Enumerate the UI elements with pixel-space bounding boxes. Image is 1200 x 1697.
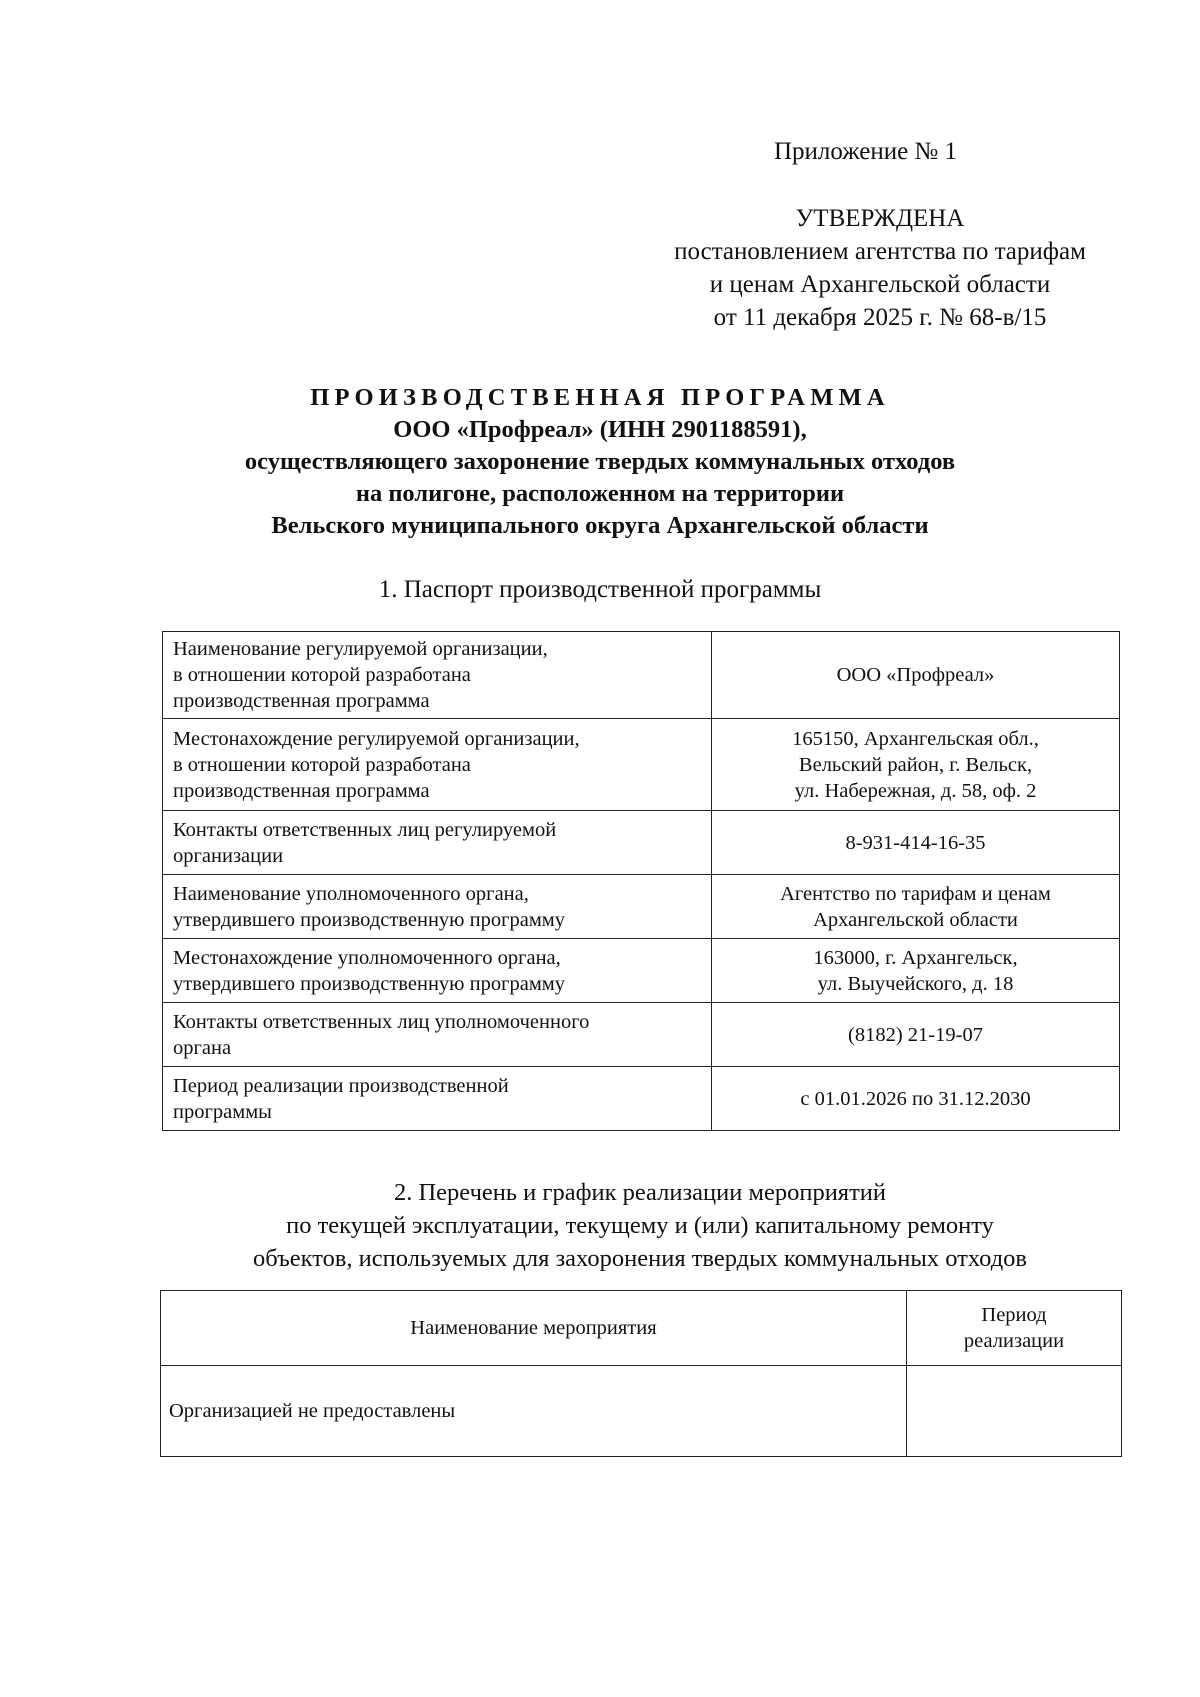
- label-line: производственная программа: [173, 779, 430, 802]
- label-line: производственная программа: [173, 690, 430, 712]
- row-label: [163, 1067, 712, 1131]
- column-header-period: [907, 1291, 1122, 1366]
- value-line: ул. Выучейского, д. 18: [817, 972, 1014, 995]
- label-line: Местонахождение уполномоченного органа,: [173, 946, 561, 969]
- section-1-heading: 1. Паспорт производственной программы: [378, 576, 822, 603]
- table-header-row: [161, 1291, 1122, 1366]
- row-label: [163, 875, 712, 939]
- event-period-cell: [907, 1366, 1122, 1457]
- label-line: утвердившего производственную программу: [173, 908, 566, 931]
- title-line-4: на полигоне, расположенном на территории: [355, 480, 845, 507]
- section-2-heading-line3: объектов, используемых для захоронения твердых коммунальных отходов: [253, 1245, 1027, 1272]
- table-row: [163, 875, 1120, 939]
- label-line: Период реализации производственной: [173, 1074, 509, 1097]
- value-line: (8182) 21-19-07: [848, 1023, 983, 1046]
- label-line: в отношении которой разработана: [173, 664, 471, 686]
- value-line: ул. Набережная, д. 58, оф. 2: [794, 779, 1037, 802]
- column-header-period-line2: реализации: [963, 1330, 1065, 1352]
- approved-stamp-text: УТВЕРЖДЕНА: [795, 205, 965, 232]
- events-table: [160, 1290, 1122, 1457]
- section-2-heading-line1: 2. Перечень и график реализации мероприятий: [393, 1179, 887, 1206]
- value-line: Архангельской области: [813, 908, 1018, 931]
- row-value: [712, 1003, 1120, 1067]
- row-value: [712, 719, 1120, 811]
- table-row: [163, 632, 1120, 719]
- value-line: 165150, Архангельская обл.,: [792, 727, 1039, 750]
- row-value: [712, 939, 1120, 1003]
- label-line: в отношении которой разработана: [173, 753, 471, 776]
- label-line: организации: [173, 844, 284, 867]
- section-2-heading-line2: по текущей эксплуатации, текущему и (или) капитальному ремонту: [286, 1212, 994, 1239]
- label-line: органа: [173, 1036, 232, 1059]
- event-name-cell: Организацией не предоставлены: [161, 1366, 907, 1457]
- label-line: Контакты ответственных лиц уполномоченного: [173, 1010, 590, 1033]
- label-line: Контакты ответственных лиц регулируемой: [173, 818, 557, 841]
- table-row: [163, 939, 1120, 1003]
- label-line: Наименование регулируемой организации,: [173, 638, 548, 660]
- title-line-1: ПРОИЗВОДСТВЕННАЯ ПРОГРАММА: [310, 384, 890, 411]
- title-line-2: ООО «Профреал» (ИНН 2901188591),: [393, 416, 807, 443]
- row-label: [163, 1003, 712, 1067]
- table-row: [163, 719, 1120, 811]
- value-line: Агентство по тарифам и ценам: [780, 882, 1051, 905]
- approved-date: от 11 декабря 2025 г. № 68-в/15: [713, 304, 1047, 331]
- label-line: Наименование уполномоченного органа,: [173, 882, 529, 905]
- table-row: [163, 1067, 1120, 1131]
- title-line-3: осуществляющего захоронение твердых коммунальных отходов: [244, 448, 956, 475]
- passport-table: [162, 631, 1120, 1131]
- row-label: [163, 811, 712, 875]
- table-row: [163, 811, 1120, 875]
- row-value: [712, 811, 1120, 875]
- document-title: [150, 382, 1050, 542]
- column-header-name: Наименование мероприятия: [161, 1291, 907, 1366]
- label-line: утвердившего производственную программу: [173, 972, 566, 995]
- appendix-number: Приложение № 1: [774, 138, 958, 165]
- value-line: Вельский район, г. Вельск,: [798, 753, 1033, 776]
- title-line-5: Вельского муниципального округа Архангельской области: [271, 512, 929, 539]
- label-line: программы: [173, 1100, 272, 1123]
- row-label: [163, 632, 712, 719]
- value-line: с 01.01.2026 по 31.12.2030: [800, 1087, 1031, 1110]
- column-header-period-line1: Период: [981, 1304, 1047, 1326]
- approved-by-line2: и ценам Архангельской области: [709, 271, 1051, 298]
- row-value: [712, 632, 1120, 719]
- row-label: [163, 719, 712, 811]
- value-line: ООО «Профреал»: [836, 664, 995, 686]
- approved-by-line1: постановлением агентства по тарифам: [674, 238, 1086, 265]
- table-row: [161, 1366, 1122, 1457]
- label-line: Местонахождение регулируемой организации,: [173, 727, 580, 750]
- row-value: [712, 1067, 1120, 1131]
- value-line: 8-931-414-16-35: [845, 831, 986, 854]
- row-value: [712, 875, 1120, 939]
- section-2-heading: [150, 1176, 1130, 1275]
- table-row: [163, 1003, 1120, 1067]
- value-line: 163000, г. Архангельск,: [813, 946, 1018, 969]
- row-label: [163, 939, 712, 1003]
- approval-block: [630, 202, 1130, 334]
